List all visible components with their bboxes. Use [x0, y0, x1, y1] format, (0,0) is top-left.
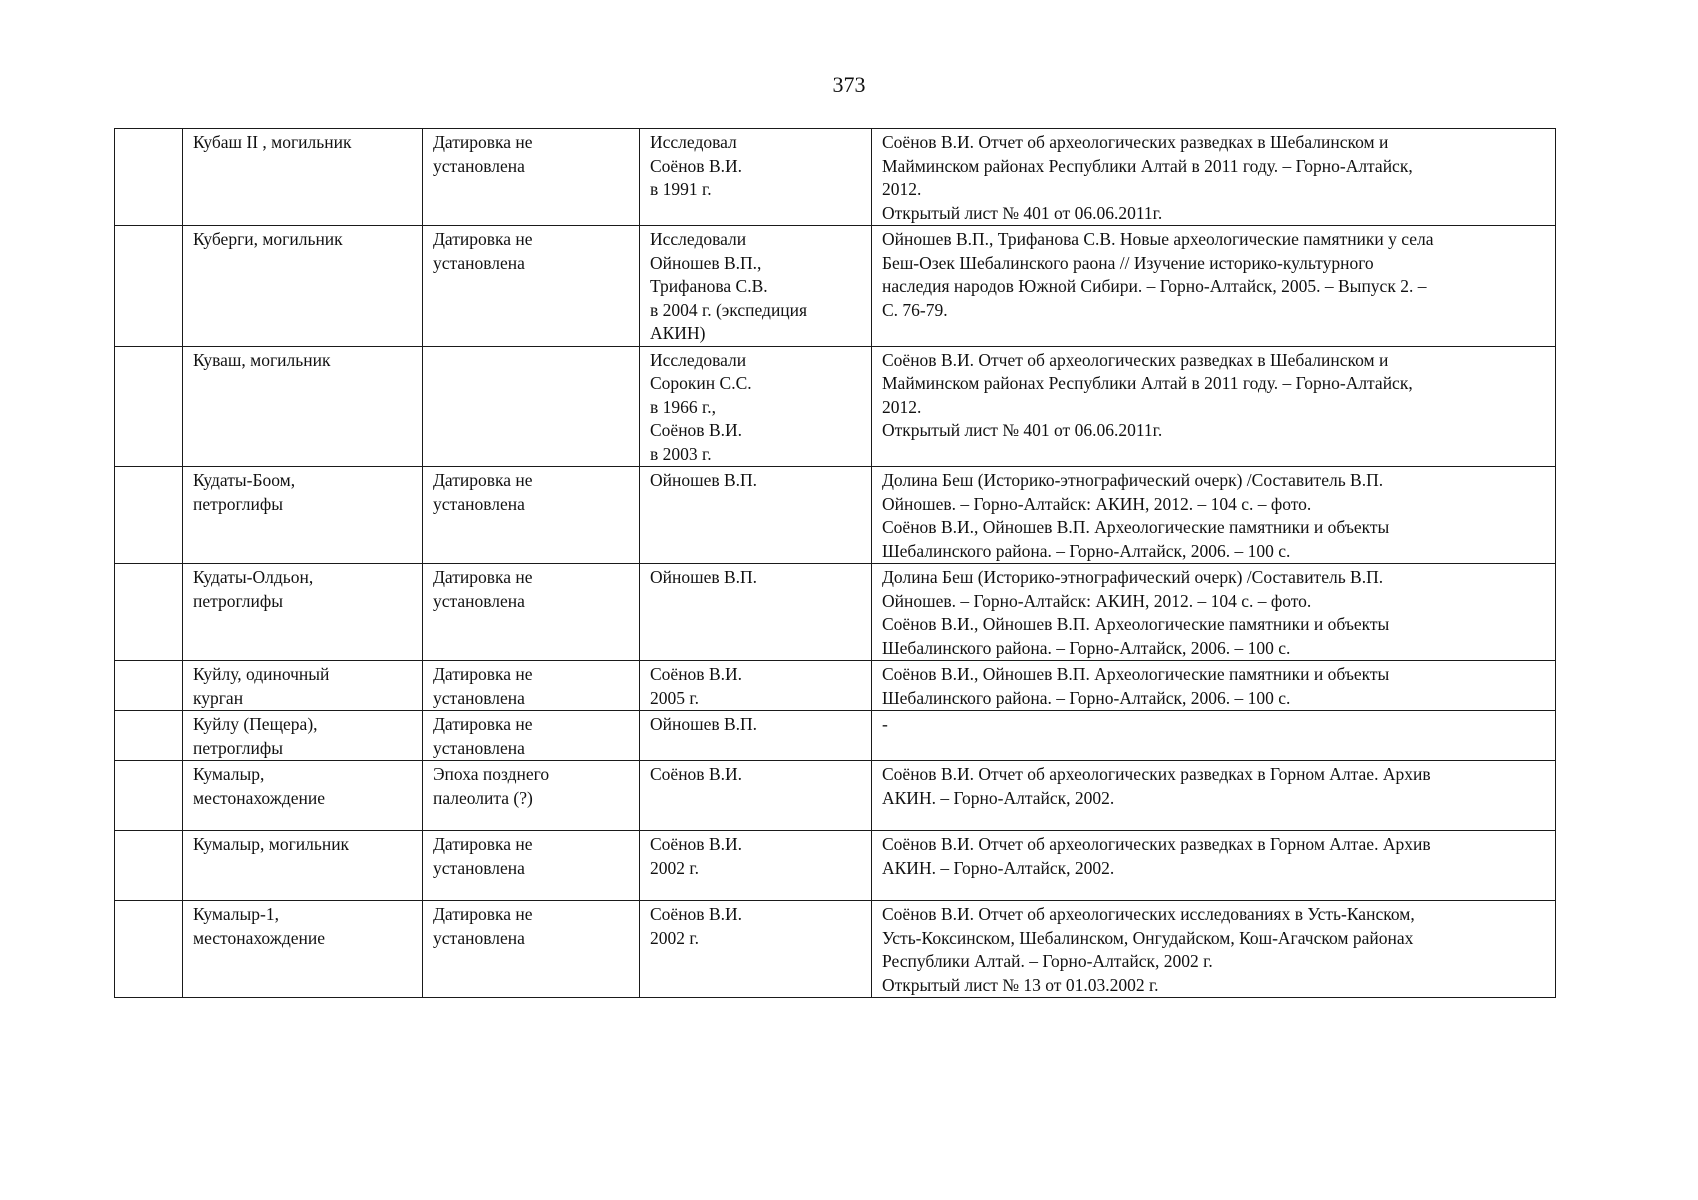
dating-line: Эпоха позднего — [433, 764, 550, 784]
dating-line: установлена — [433, 155, 525, 176]
row-number-cell — [115, 226, 183, 347]
source-line: Долина Беш (Историко-этнографический очерк) /Составитель В.П. — [882, 567, 1384, 587]
dating-cell — [423, 346, 640, 467]
source-cell — [872, 467, 1556, 564]
source-line: Соёнов В.И. Отчет об археологических разведках в Шебалинском и — [882, 349, 1389, 370]
dating-line: установлена — [433, 493, 525, 514]
table-row — [115, 901, 1556, 998]
site-name-line: петроглифы — [193, 737, 283, 758]
site-name-line: Кудаты-Олдьон, — [193, 567, 314, 587]
site-name-line: Кумалыр, могильник — [193, 834, 350, 854]
researcher-line: Соёнов В.И. — [650, 904, 743, 924]
source-line: Ойношев В.П., Трифанова С.В. Новые археологические памятники у села — [882, 229, 1434, 249]
table-row — [115, 129, 1556, 226]
researcher-line: Соёнов В.И. — [650, 834, 743, 854]
source-line: Соёнов В.И. Отчет об археологических разведках в Горном Алтае. Архив — [882, 764, 1431, 784]
table-row — [115, 661, 1556, 711]
site-name-cell — [183, 831, 423, 901]
dating-cell — [423, 467, 640, 564]
dating-cell — [423, 901, 640, 998]
researcher-line: 2002 г. — [650, 857, 699, 878]
dating-cell — [423, 711, 640, 761]
table-row — [115, 467, 1556, 564]
source-line: Усть-Коксинском, Шебалинском, Онгудайском, Кош-Агачском районах — [882, 927, 1414, 948]
table-row — [115, 564, 1556, 661]
researcher-cell — [640, 661, 872, 711]
site-name-line: Кудаты-Боом, — [193, 470, 296, 490]
dating-line: Датировка не — [433, 834, 533, 854]
researcher-cell — [640, 129, 872, 226]
site-name-cell — [183, 711, 423, 761]
source-line: Соёнов В.И., Ойношев В.П. Археологические памятники и объекты — [882, 517, 1390, 537]
source-line: Открытый лист № 13 от 01.03.2002 г. — [882, 974, 1159, 995]
researcher-cell — [640, 564, 872, 661]
dating-line: установлена — [433, 687, 525, 708]
source-line: - — [882, 714, 888, 734]
site-name-line: местонахождение — [193, 927, 326, 948]
source-line: Соёнов В.И. Отчет об археологических разведках в Шебалинском и — [882, 132, 1389, 152]
researcher-line: Ойношев В.П. — [650, 714, 758, 734]
researcher-cell — [640, 901, 872, 998]
source-line: Республики Алтай. – Горно-Алтайск, 2002 г. — [882, 951, 1213, 971]
dating-line: Датировка не — [433, 229, 533, 249]
row-number-cell — [115, 346, 183, 467]
dating-line: установлена — [433, 252, 525, 273]
researcher-line: 2005 г. — [650, 687, 699, 708]
dating-line: установлена — [433, 927, 525, 948]
dating-cell — [423, 661, 640, 711]
researcher-line: в 2003 г. — [650, 443, 712, 464]
source-line: АКИН. – Горно-Алтайск, 2002. — [882, 787, 1115, 808]
site-name-line: петроглифы — [193, 590, 283, 611]
site-name-line: петроглифы — [193, 493, 283, 514]
row-number-cell — [115, 661, 183, 711]
source-line: 2012. — [882, 396, 922, 417]
dating-line: установлена — [433, 590, 525, 611]
researcher-cell — [640, 761, 872, 831]
researcher-line: Исследовали — [650, 229, 747, 249]
site-name-line: курган — [193, 687, 244, 708]
site-name-cell — [183, 346, 423, 467]
dating-line: Датировка не — [433, 470, 533, 490]
researcher-cell — [640, 831, 872, 901]
source-line: 2012. — [882, 179, 922, 199]
source-line: Ойношев. – Горно-Алтайск: АКИН, 2012. – 104 с. – фото. — [882, 493, 1312, 514]
site-name-line: Кубаш II , могильник — [193, 132, 352, 152]
dating-line: Датировка не — [433, 904, 533, 924]
researcher-cell — [640, 226, 872, 347]
dating-line: Датировка не — [433, 132, 533, 152]
researcher-cell — [640, 346, 872, 467]
page-number: 373 — [832, 72, 866, 97]
site-name-line: Куваш, могильник — [193, 349, 331, 370]
source-line: Майминском районах Республики Алтай в 2011 году. – Горно-Алтайск, — [882, 373, 1413, 393]
site-name-cell — [183, 761, 423, 831]
row-number-cell — [115, 761, 183, 831]
source-line: С. 76-79. — [882, 299, 948, 320]
table-row — [115, 831, 1556, 901]
row-number-cell — [115, 711, 183, 761]
table-row — [115, 711, 1556, 761]
site-name-cell — [183, 564, 423, 661]
dating-line: Датировка не — [433, 567, 533, 587]
dating-cell — [423, 761, 640, 831]
dating-line: палеолита (?) — [433, 787, 533, 808]
site-name-cell — [183, 661, 423, 711]
researcher-line: АКИН) — [650, 323, 706, 343]
table-row — [115, 226, 1556, 347]
researcher-line: Ойношев В.П., — [650, 252, 762, 273]
row-number-cell — [115, 467, 183, 564]
researcher-line: в 1991 г. — [650, 179, 712, 199]
row-number-cell — [115, 564, 183, 661]
row-number-cell — [115, 901, 183, 998]
researcher-cell — [640, 711, 872, 761]
source-line: Ойношев. – Горно-Алтайск: АКИН, 2012. – 104 с. – фото. — [882, 590, 1312, 611]
dating-cell — [423, 564, 640, 661]
site-name-cell — [183, 129, 423, 226]
source-cell — [872, 226, 1556, 347]
source-line: Открытый лист № 401 от 06.06.2011г. — [882, 202, 1163, 223]
researcher-line: Сорокин С.С. — [650, 373, 752, 393]
researcher-line: Соёнов В.И. — [650, 155, 743, 176]
source-line: Соёнов В.И., Ойношев В.П. Археологические памятники и объекты — [882, 664, 1390, 684]
dating-cell — [423, 129, 640, 226]
researcher-line: Ойношев В.П. — [650, 567, 758, 587]
source-line: Шебалинского района. – Горно-Алтайск, 2006. – 100 с. — [882, 637, 1291, 658]
site-name-cell — [183, 467, 423, 564]
site-name-line: Куйлу (Пещера), — [193, 714, 318, 734]
site-name-line: местонахождение — [193, 787, 326, 808]
source-line: АКИН. – Горно-Алтайск, 2002. — [882, 857, 1115, 878]
site-name-cell — [183, 226, 423, 347]
source-line: Соёнов В.И. Отчет об археологических разведках в Горном Алтае. Архив — [882, 834, 1431, 854]
researcher-line: Соёнов В.И. — [650, 664, 743, 684]
site-name-line: Куйлу, одиночный — [193, 664, 330, 684]
source-cell — [872, 346, 1556, 467]
source-cell — [872, 901, 1556, 998]
dating-line: Датировка не — [433, 714, 533, 734]
site-name-line: Кумалыр, — [193, 764, 265, 784]
dating-line: установлена — [433, 857, 525, 878]
researcher-line: 2002 г. — [650, 927, 699, 948]
site-name-line: Кумалыр-1, — [193, 904, 279, 924]
source-cell — [872, 129, 1556, 226]
row-number-cell — [115, 831, 183, 901]
dating-cell — [423, 831, 640, 901]
table-body — [115, 129, 1556, 998]
table-row — [115, 346, 1556, 467]
researcher-line: Исследовали — [650, 349, 747, 370]
researcher-line: Соёнов В.И. — [650, 420, 743, 440]
source-line: Открытый лист № 401 от 06.06.2011г. — [882, 420, 1163, 440]
source-cell — [872, 661, 1556, 711]
source-cell — [872, 761, 1556, 831]
source-line: Шебалинского района. – Горно-Алтайск, 2006. – 100 с. — [882, 687, 1291, 708]
source-line: Соёнов В.И. Отчет об археологических исследованиях в Усть-Канском, — [882, 904, 1415, 924]
source-cell — [872, 831, 1556, 901]
source-cell — [872, 711, 1556, 761]
dating-line: установлена — [433, 737, 525, 758]
source-line: наследия народов Южной Сибири. – Горно-Алтайск, 2005. – Выпуск 2. – — [882, 276, 1427, 296]
source-cell — [872, 564, 1556, 661]
row-number-cell — [115, 129, 183, 226]
researcher-line: в 2004 г. (экспедиция — [650, 299, 808, 320]
monuments-table — [114, 128, 1556, 998]
researcher-line: Трифанова С.В. — [650, 276, 768, 296]
site-name-cell — [183, 901, 423, 998]
source-line: Соёнов В.И., Ойношев В.П. Археологические памятники и объекты — [882, 614, 1390, 634]
researcher-line: Ойношев В.П. — [650, 470, 758, 490]
table-row — [115, 761, 1556, 831]
source-line: Шебалинского района. – Горно-Алтайск, 2006. – 100 с. — [882, 540, 1291, 561]
researcher-line: Исследовал — [650, 132, 737, 152]
researcher-line: в 1966 г., — [650, 396, 716, 417]
source-line: Долина Беш (Историко-этнографический очерк) /Составитель В.П. — [882, 470, 1384, 490]
researcher-cell — [640, 467, 872, 564]
dating-line: Датировка не — [433, 664, 533, 684]
researcher-line: Соёнов В.И. — [650, 764, 743, 784]
dating-cell — [423, 226, 640, 347]
source-line: Майминском районах Республики Алтай в 2011 году. – Горно-Алтайск, — [882, 155, 1413, 176]
source-line: Беш-Озек Шебалинского раона // Изучение историко-культурного — [882, 252, 1374, 273]
site-name-line: Куберги, могильник — [193, 229, 343, 249]
